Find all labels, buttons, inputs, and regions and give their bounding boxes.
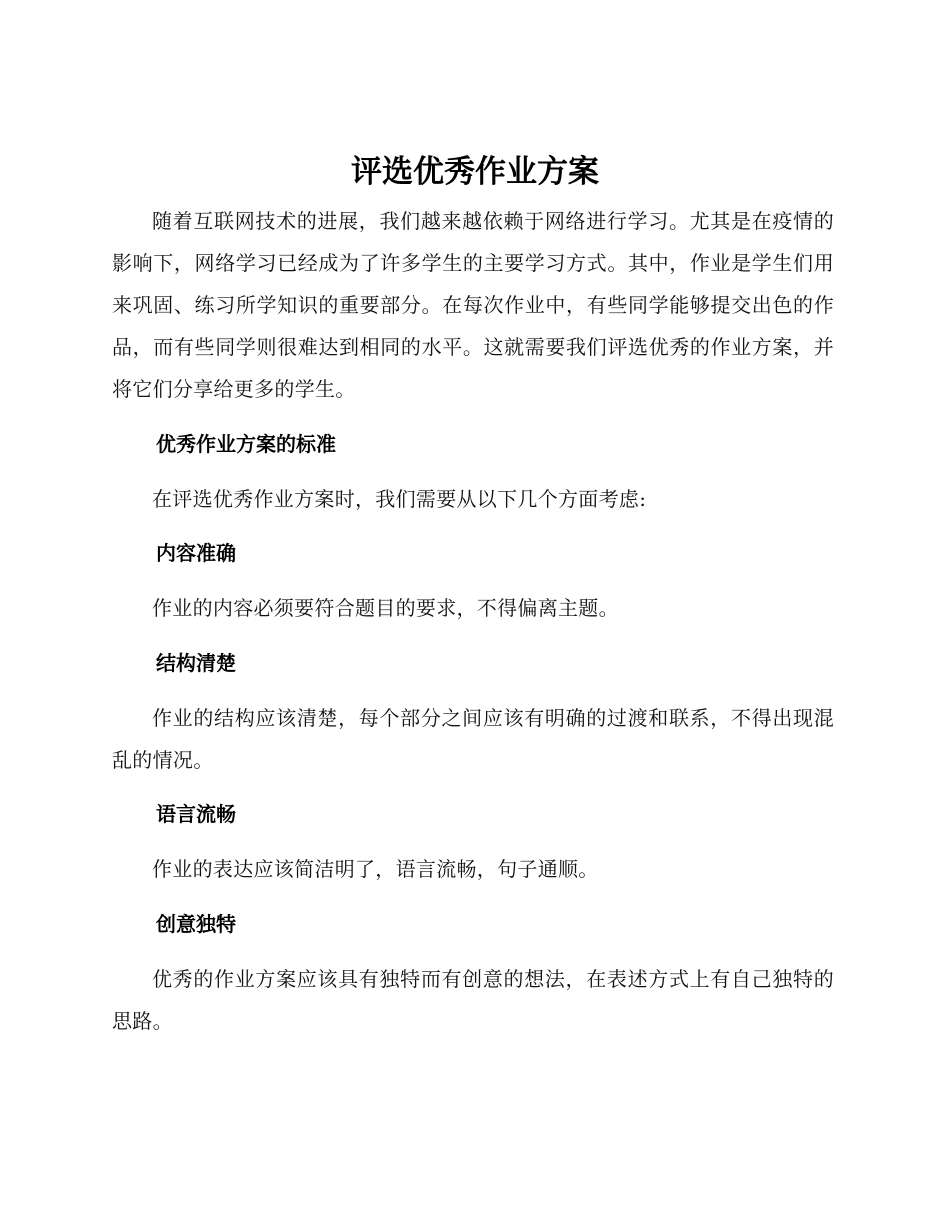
document-title: 评选优秀作业方案 (351, 154, 599, 190)
criterion-text-creativity: 优秀的作业方案应该具有独特而有创意的想法，在表述方式上有自己独特的思路。 (112, 967, 834, 1033)
criterion-text-structure: 作业的结构应该清楚，每个部分之间应该有明确的过渡和联系，不得出现混乱的情况。 (112, 706, 834, 772)
criterion-heading-language: 语言流畅 (156, 802, 236, 826)
criterion-text-language: 作业的表达应该简洁明了，语言流畅，句子通顺。 (152, 857, 599, 881)
criterion-heading-content: 内容准确 (156, 541, 236, 565)
criterion-text-content: 作业的内容必须要符合题目的要求，不得偏离主题。 (152, 596, 619, 620)
intro-paragraph: 随着互联网技术的进展，我们越来越依赖于网络进行学习。尤其是在疫情的影响下，网络学习已经成为了许多学生的主要学习方式。其中，作业是学生们用来巩固、练习所学知识的重要部分。在每次作业中，有些同学能够提交出色的作品，而有些同学则很难达到相同的水平。这就需要我们评选优秀的作业方案，并将它们分享给更多的学生。 (112, 209, 834, 401)
section-heading: 优秀作业方案的标准 (156, 432, 336, 456)
criterion-heading-creativity: 创意独特 (156, 912, 236, 936)
section-intro-paragraph: 在评选优秀作业方案时，我们需要从以下几个方面考虑: (152, 487, 647, 511)
criterion-heading-structure: 结构清楚 (156, 651, 236, 675)
